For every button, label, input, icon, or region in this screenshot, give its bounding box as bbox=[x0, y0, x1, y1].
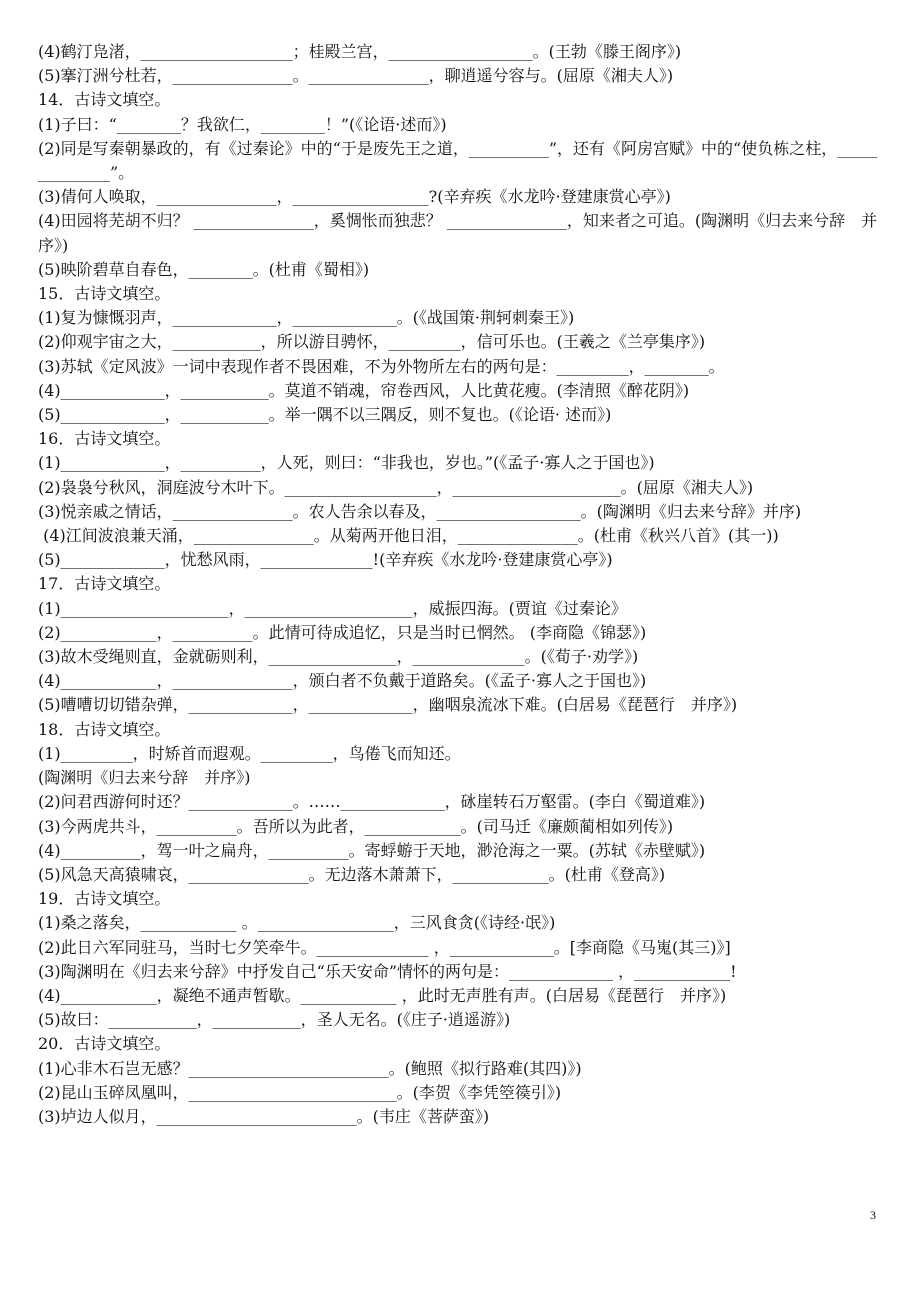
question-line: (5)故曰：___________，___________，圣人无名。(《庄子·逍遥游》) bbox=[38, 1010, 511, 1030]
question-line: (4)田园将芜胡不归？ _______________，奚惆怅而独悲？ _______________，知来者之可追。(陶渊明《归去来兮辞 并序》) bbox=[38, 211, 878, 255]
question-line: (5)搴汀洲兮杜若，_______________。_______________，聊逍遥兮容与。(屈原《湘夫人》) bbox=[38, 66, 674, 86]
question-line: (3)悦亲戚之情话，_______________。农人告余以春及，__________________。(陶渊明《归去来兮辞》并序) bbox=[38, 501, 802, 521]
question-line: (1)心非木石岂无感？_________________________。(鲍照《拟行路难(其四)》) bbox=[38, 1058, 582, 1078]
question-line: (2)问君西游何时还？_____________。……_____________，砯崖转石万壑雷。(李白《蜀道难》) bbox=[38, 792, 706, 812]
question-line: (1)子曰：“________？我欲仁，________！”(《论语·述而》) bbox=[38, 114, 447, 134]
question-line: (4)鹤汀凫渚，___________________；桂殿兰宫，__________________。(王勃《滕王阁序》) bbox=[38, 42, 682, 61]
question-line: (1)复为慷慨羽声，_____________，_____________。(《战国策·荆轲刺秦王》) bbox=[38, 308, 575, 328]
question-line: (4)_____________，___________。莫道不销魂，帘卷西风，人比黄花瘦。(李清照《醉花阴》) bbox=[38, 380, 690, 400]
question-line: (1)桑之落矣，____________ 。_________________，三风食贪(《诗经·氓》) bbox=[38, 913, 556, 933]
question-line: (5)嘈嘈切切错杂弹，_____________，_____________，幽咽泉流冰下难。(白居易《琵琶行 并序》) bbox=[38, 695, 738, 715]
section-heading: 20．古诗文填空。 bbox=[38, 1034, 171, 1054]
question-line: (3)垆边人似月，_________________________。(韦庄《菩萨蛮》) bbox=[38, 1106, 490, 1126]
section-heading: 17．古诗文填空。 bbox=[38, 574, 171, 594]
section-heading: 15．古诗文填空。 bbox=[38, 284, 171, 304]
question-line: (1)_____________，__________，人死，则曰：“非我也，岁也。”(《孟子·寡人之于国也》) bbox=[38, 453, 655, 473]
question-line: (2)袅袅兮秋风，洞庭波兮木叶下。___________________，_____________________。(屈原《湘夫人》) bbox=[38, 477, 754, 497]
question-line: (5)_____________，忧愁风雨，______________!(辛弃疾《水龙吟·登建康赏心亭》) bbox=[38, 550, 613, 570]
question-line: (1)_____________________，_____________________，威振四海。(贾谊《过秦论》 bbox=[38, 598, 627, 618]
section-heading: 19．古诗文填空。 bbox=[38, 889, 171, 909]
question-line: (4)____________，_______________，颁白者不负戴于道路矣。(《孟子·寡人之于国也》) bbox=[38, 671, 647, 691]
question-line: (4)江间波浪兼天涌，_______________。从菊两开他日泪，_______________。(杜甫《秋兴八首》(其一)) bbox=[38, 526, 779, 546]
question-line: (3)今两虎共斗，__________。吾所以为此者，____________。(司马迁《廉颇蔺相如列传》) bbox=[38, 816, 674, 836]
question-line: (2)____________，__________。此情可待成追忆，只是当时已惘然。 (李商隐《锦瑟》) bbox=[38, 622, 647, 642]
question-line: (5)映阶碧草自春色，________。(杜甫《蜀相》) bbox=[38, 259, 370, 279]
question-line: (2)此日六军同驻马，当时七夕笑牵牛。______________ ，_____________。[李商隐《马嵬(其三)》] bbox=[38, 937, 731, 957]
section-heading: 18．古诗文填空。 bbox=[38, 719, 171, 739]
question-line: (2)昆山玉碎凤凰叫，__________________________。(李贺《李凭箜篌引》) bbox=[38, 1082, 562, 1102]
question-line: (1)_________，时矫首而遐观。_________，鸟倦飞而知还。 bbox=[38, 743, 461, 763]
question-line: (5)风急天高猿啸哀，_______________。无边落木萧萧下，____________。(杜甫《登高》) bbox=[38, 864, 666, 884]
question-line: (3)倩何人唤取，_______________，_________________?(辛弃疾《水龙吟·登建康赏心亭》) bbox=[38, 187, 671, 207]
question-line: (陶渊明《归去来兮辞 并序》) bbox=[38, 768, 251, 788]
question-line: (5)_____________，___________。举一隅不以三隅反，则不复也。(《论语· 述而》) bbox=[38, 405, 612, 425]
page-number: 3 bbox=[870, 1208, 876, 1222]
document-page bbox=[38, 40, 884, 1129]
section-heading: 14．古诗文填空。 bbox=[38, 90, 171, 110]
question-line: (3)故木受绳则直，金就砺则利，________________，______________。(《荀子·劝学》) bbox=[38, 647, 639, 667]
question-line: (2)同是写秦朝暴政的，有《过秦论》中的“于是废先王之道，__________”，还有《阿房宫赋》中的“使负栋之柱，______________”。 bbox=[38, 138, 878, 183]
section-heading: 16．古诗文填空。 bbox=[38, 429, 171, 449]
question-line: (3)苏轼《定风波》一词中表现作者不畏困难，不为外物所左右的两句是：_________，________。 bbox=[38, 356, 725, 376]
question-line: (4)__________，驾一叶之扁舟，__________。寄蜉蝣于天地，渺沧海之一粟。(苏轼《赤壁赋》) bbox=[38, 840, 706, 860]
question-line: (3)陶渊明在《归去来兮辞》中抒发自己“乐天安命”情怀的两句是：_____________ ，____________! bbox=[38, 961, 737, 981]
question-line: (4)____________，凝绝不通声暂歇。____________ ，此时无声胜有声。(白居易《琵琶行 并序》) bbox=[38, 985, 727, 1005]
question-line: (2)仰观宇宙之大，___________，所以游目骋怀，_________，信可乐也。(王羲之《兰亭集序》) bbox=[38, 332, 706, 352]
